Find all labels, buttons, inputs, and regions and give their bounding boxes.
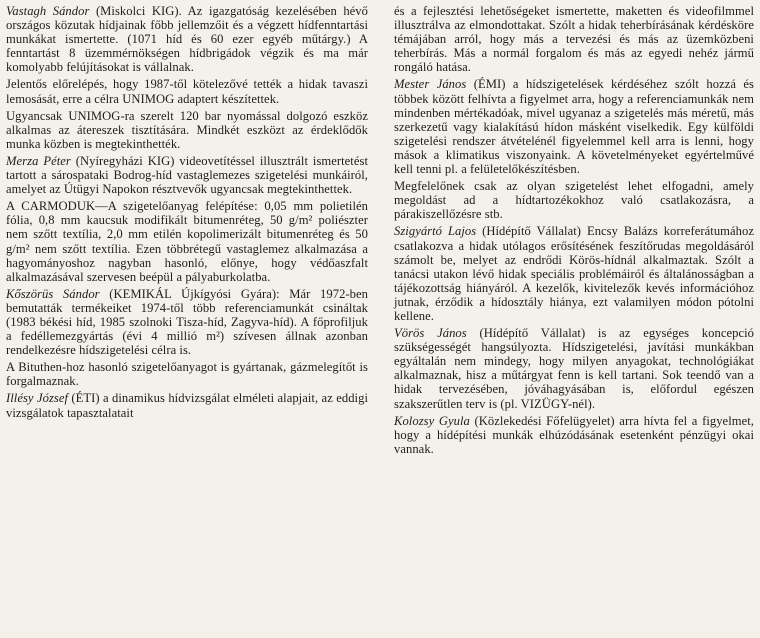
paragraph-text: (Nyíregyházi KIG) videovetítéssel illusztrált ismertetést tartott a sárospataki Bodrog-híd vastaglemezes szigetelési munkáiról, amelyet az Útügyi Napokon résztvevők ugyancsak megtekinthettek. [6, 153, 368, 197]
paragraph [394, 179, 754, 221]
paragraph-text: (ÉTI) a dinamikus hídvizsgálat elméleti alapjait, az eddigi vizsgálatok tapasztalatait [6, 391, 368, 420]
paragraph-text: (Miskolci KIG). Az igazgatóság kezelésében hévő országos közutak hídjainak főbb jellemzőit és a végzett hídfenntartási munkákat ismertette. (1071 híd és 60 ezer egyéb műtárgy.) A fenntartást 8 üzemmérnökségen hídbrigádok végzik és ma már komolyabb felújításokat is vállalnak. [6, 4, 369, 75]
right-column [394, 4, 754, 638]
paragraph [6, 154, 368, 196]
paragraph-text: (Hídépítő Vállalat) Encsy Balázs korreferátumához csatlakozva a hidak utólagos erősítésének feszítőrudas megoldásáról számolt be, melyet az endrődi Körös-hídnál alkalmaztak. Szólt a tanácsi utakon lévő hidak speciális problémáiról és általánosságban a tájékozottság hiányáról. A kezelők, kivitelezők kevés információhoz jutnak, érződik a hídosztály hiánya, ezt valamilyen módon pótolni kellene. [394, 224, 754, 323]
left-column [6, 4, 368, 638]
speaker-name: Vörös János [394, 326, 467, 341]
paragraph [394, 4, 754, 74]
speaker-name: Mester János [394, 77, 467, 92]
paragraph [394, 224, 754, 323]
paragraph-text: A Bituthen-hoz hasonló szigetelőanyagot is gyártanak, gázmelegítőt is forgalmaznak. [6, 360, 368, 389]
paragraph-text: Jelentős előrelépés, hogy 1987-től kötelezővé tették a hidak tavaszi lemosását, erre a célra UNIMOG adaptert készítettek. [6, 77, 368, 106]
speaker-name: Kolozsy Gyula [394, 413, 470, 428]
paragraph [6, 391, 368, 419]
paragraph-text: Ugyancsak UNIMOG-ra szerelt 120 bar nyomással dolgozó eszköz alkalmas az átereszek tisztítására. Mindkét eszközt az érdeklődők munka közben is megtekinthették. [6, 108, 368, 151]
paragraph-text: Megfelelőnek csak az olyan szigetelést lehet elfogadni, amely megoldást ad a hídtartozékokhoz való csatlakozásra, a párakiszellőzésre stb. [394, 179, 754, 222]
paragraph [6, 4, 368, 74]
speaker-name: Szigyártó Lajos [394, 224, 477, 239]
paragraph [6, 287, 368, 357]
paragraph-text: és a fejlesztési lehetőségeket ismertette, maketten és videofilmmel illusztrálva az elmondottakat. Szólt a hidak teherbírásának kérdésköre témájában arról, hogy más a tervezési és más az üzemközbeni teherbírás. Más a normál forgalom és más az egyedi nehéz jármű rongáló hatása. [394, 4, 754, 75]
paragraph [6, 199, 368, 284]
paragraph-text: (Hídépítő Vállalat) is az egységes koncepció szükségességét hangsúlyozta. Hídszigetelési, javítási munkákban egyáltalán nem mindegy, hogy milyen anyagokat, technológiákat alkalmaznak, hisz a műtárgyat fenn is kell tartani. Sok teendő van a hidak tervezésében, jóváhagyásában is, előfordul egészen szakszerűtlen terv is (pl. VIZÜGY-nél). [394, 326, 754, 411]
speaker-name: Merza Péter [6, 153, 71, 168]
paragraph [394, 414, 754, 456]
speaker-name: Illésy József [6, 391, 69, 406]
paragraph-text: (ÉMI) a hídszigetelések kérdéséhez szólt hozzá és többek között felhívta a figyelmet arra, hogy a referenciamunkák nem mindenben mértékadóak, mivel ugyanaz a szigetelés más méretű, más szerkezetű vagy kialakítású hídon másként viselkedik. Egy külföldi szigetelési rendszer átvételénél figyelemmel kell arra is lenni, hogy mások a klimatikus viszonyaink. A követelményeket egyértelművé kell tenni pl. a felületelőkészítésben. [394, 77, 754, 177]
paragraph [394, 326, 754, 411]
paragraph [6, 77, 368, 105]
speaker-name: Vastagh Sándor [6, 4, 90, 18]
paragraph [6, 360, 368, 388]
paragraph-text: A CARMODUK—A szigetelőanyag felépítése: 0,05 mm polietilén fólia, 0,8 mm kaucsuk modifikált bitumenréteg, 50 g/m² poliészter nem szőtt textília, 2,0 mm etilén kopolimerizált bitumenréteg és 50 g/m² nem szőtt textília. Ezen többrétegű vastaglemez alkalmazása a hagyományoshoz nagyban hasonló, előnye, hogy védőaszfalt alkalmazásával szervesen beépül a pályaburkolatba. [6, 199, 368, 284]
paragraph-text: (Közlekedési Főfelügyelet) arra hívta fel a figyelmet, hogy a hídépítési munkák elhúzódásának esetenként pénzügyi okai vannak. [394, 413, 754, 456]
paragraph [6, 109, 368, 151]
paragraph-text: (KEMIKÁL Újkígyósi Gyára): Már 1972-ben bemutatták termékeiket 1974-től több referenciamunkát csináltak (1983 békési híd, 1985 szolnoki Tisza-híd, Zagyva-híd). A főprofiljuk a fedéllemezgyártás (évi 4 millió m²) szívesen állnak azonban rendelkezésre hídszigetelési célra is. [6, 286, 368, 358]
speaker-name: Kőszörüs Sándor [6, 286, 100, 301]
paragraph [394, 77, 754, 176]
